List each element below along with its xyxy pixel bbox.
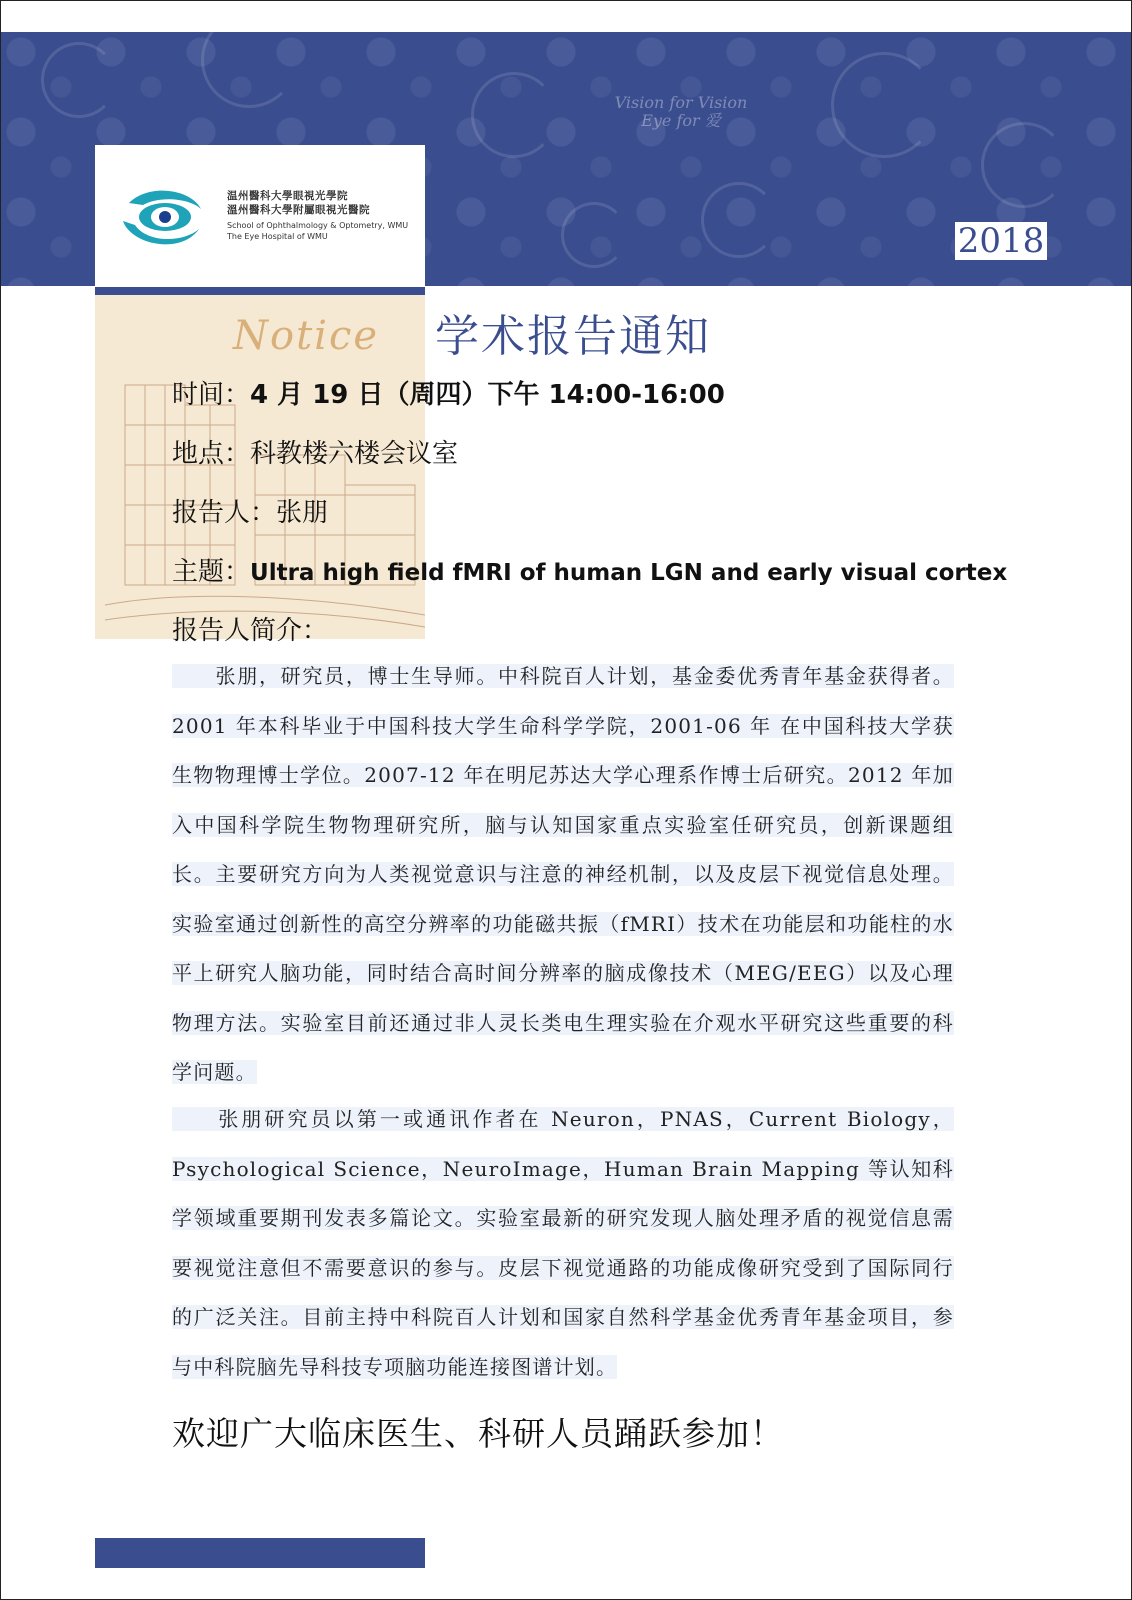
logo-underline-bar — [95, 287, 425, 295]
speaker-label: 报告人： — [172, 498, 277, 528]
speaker-line — [172, 492, 328, 529]
bio-label: 报告人简介： — [172, 616, 329, 646]
closing-invitation: 欢迎广大临床医生、科研人员踊跃参加！ — [172, 1414, 784, 1453]
topic-line — [172, 551, 1007, 588]
time-line — [172, 374, 725, 411]
place-value: 科教楼六楼会议室 — [250, 439, 459, 469]
time-label: 时间： — [172, 380, 251, 410]
bio-paragraph-1 — [172, 652, 954, 1098]
topic-label: 主题： — [172, 557, 251, 587]
institution-name: 温州醫科大學眼視光學院 溫州醫科大學附屬眼視光醫院 School of Ophthalmology & Optometry, WMU The Eye Hospital of WMU — [227, 190, 409, 241]
footer-bar — [95, 1538, 425, 1568]
year-badge: 2018 — [955, 222, 1047, 260]
time-value: 4 月 19 日（周四）下午 14:00-16:00 — [250, 380, 725, 410]
topic-value: Ultra high field fMRI of human LGN and early visual cortex — [250, 560, 1008, 586]
speaker-value: 张朋 — [276, 498, 329, 528]
eye-logo-icon — [121, 185, 203, 251]
notice-script-text: Notice — [233, 313, 380, 359]
bio-paragraph-1-text: 张朋，研究员，博士生导师。中科院百人计划，基金委优秀青年基金获得者。2001 年本科毕业于中国科技大学生命科学学院，2001-06 年 在中国科技大学获生物物理博士学位。2007-12 年在明尼苏达大学心理系作博士后研究。2012 年加入中国科学院生物物理研究所，脑与认知国家重点实验室任研究员，创新课题组长。主要研究方向为人类视觉意识与注意的神经机制，以及皮层下视觉信息处理。实验室通过创新性的高空分辨率的功能磁共振（fMRI）技术在功能层和功能柱的水平上研究人脑功能，同时结合高时间分辨率的脑成像技术（MEG/EEG）以及心理物理方法。实验室目前还通过非人灵长类电生理实验在介观水平研究这些重要的科学问题。 — [172, 664, 954, 1084]
institution-logo-card — [95, 145, 425, 287]
place-line — [172, 433, 458, 470]
page-title: 学术报告通知 — [435, 311, 711, 362]
bio-paragraph-2 — [172, 1095, 954, 1392]
vision-slogan: Vision for Vision Eye for 爱 — [614, 93, 748, 130]
place-label: 地点： — [172, 439, 251, 469]
bio-paragraph-2-text: 张朋研究员以第一或通讯作者在 Neuron，PNAS，Current Biology，Psychological Science，NeuroImage，Human Brain Mapping 等认知科学领域重要期刊发表多篇论文。实验室最新的研究发现人脑处理矛盾的视觉信息需要视觉注意但不需要意识的参与。皮层下视觉通路的功能成像研究受到了国际同行的广泛关注。目前主持中科院百人计划和国家自然科学基金优秀青年基金项目，参与中科院脑先导科技专项脑功能连接图谱计划。 — [172, 1107, 954, 1379]
bio-heading — [172, 610, 328, 647]
